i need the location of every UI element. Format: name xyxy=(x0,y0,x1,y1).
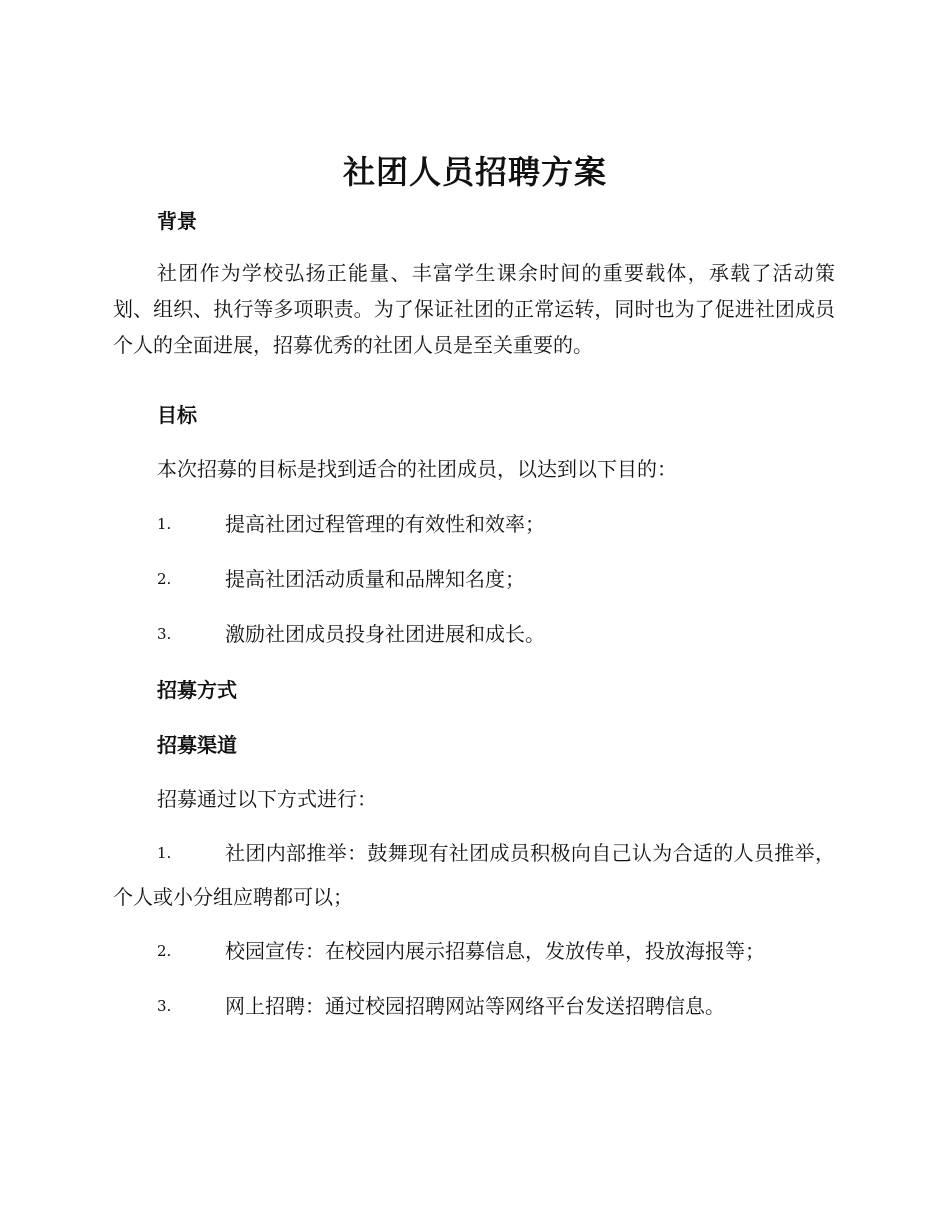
list-number: 1. xyxy=(157,844,172,862)
list-text: 校园宣传：在校园内展示招募信息，发放传单，投放海报等； xyxy=(225,939,765,963)
heading-method: 招募方式 xyxy=(157,678,237,702)
channels-intro: 招募通过以下方式进行： xyxy=(157,787,377,811)
heading-background: 背景 xyxy=(157,209,197,233)
list-number: 1. xyxy=(157,515,172,533)
list-text: 提高社团活动质量和品牌知名度； xyxy=(225,567,525,591)
document-title: 社团人员招聘方案 xyxy=(342,153,607,191)
list-text: 提高社团过程管理的有效性和效率； xyxy=(225,512,545,536)
goal-list-item xyxy=(113,502,835,546)
channels-list-item xyxy=(113,984,835,1028)
heading-goal: 目标 xyxy=(157,403,197,427)
heading-channels: 招募渠道 xyxy=(157,733,237,757)
list-text: 激励社团成员投身社团进展和成长。 xyxy=(225,622,545,646)
list-text: 社团内部推举：鼓舞现有社团成员积极向自己认为合适的人员推举，个人或小分组应聘都可以； xyxy=(113,841,835,909)
list-number: 2. xyxy=(157,942,172,960)
goal-intro: 本次招募的目标是找到适合的社团成员，以达到以下目的： xyxy=(157,457,677,481)
list-number: 3. xyxy=(157,625,172,643)
goal-list-item xyxy=(113,612,835,656)
goal-list-item xyxy=(113,557,835,601)
list-number: 3. xyxy=(157,997,172,1015)
paragraph-background: 社团作为学校弘扬正能量、丰富学生课余时间的重要载体，承载了活动策划、组织、执行等多项职责。为了保证社团的正常运转，同时也为了促进社团成员个人的全面进展，招募优秀的社团人员是至关重要的。 xyxy=(113,261,835,357)
list-text: 网上招聘：通过校园招聘网站等网络平台发送招聘信息。 xyxy=(225,994,725,1018)
channels-list-item xyxy=(113,831,835,919)
channels-list-item xyxy=(113,929,835,973)
list-number: 2. xyxy=(157,570,172,588)
